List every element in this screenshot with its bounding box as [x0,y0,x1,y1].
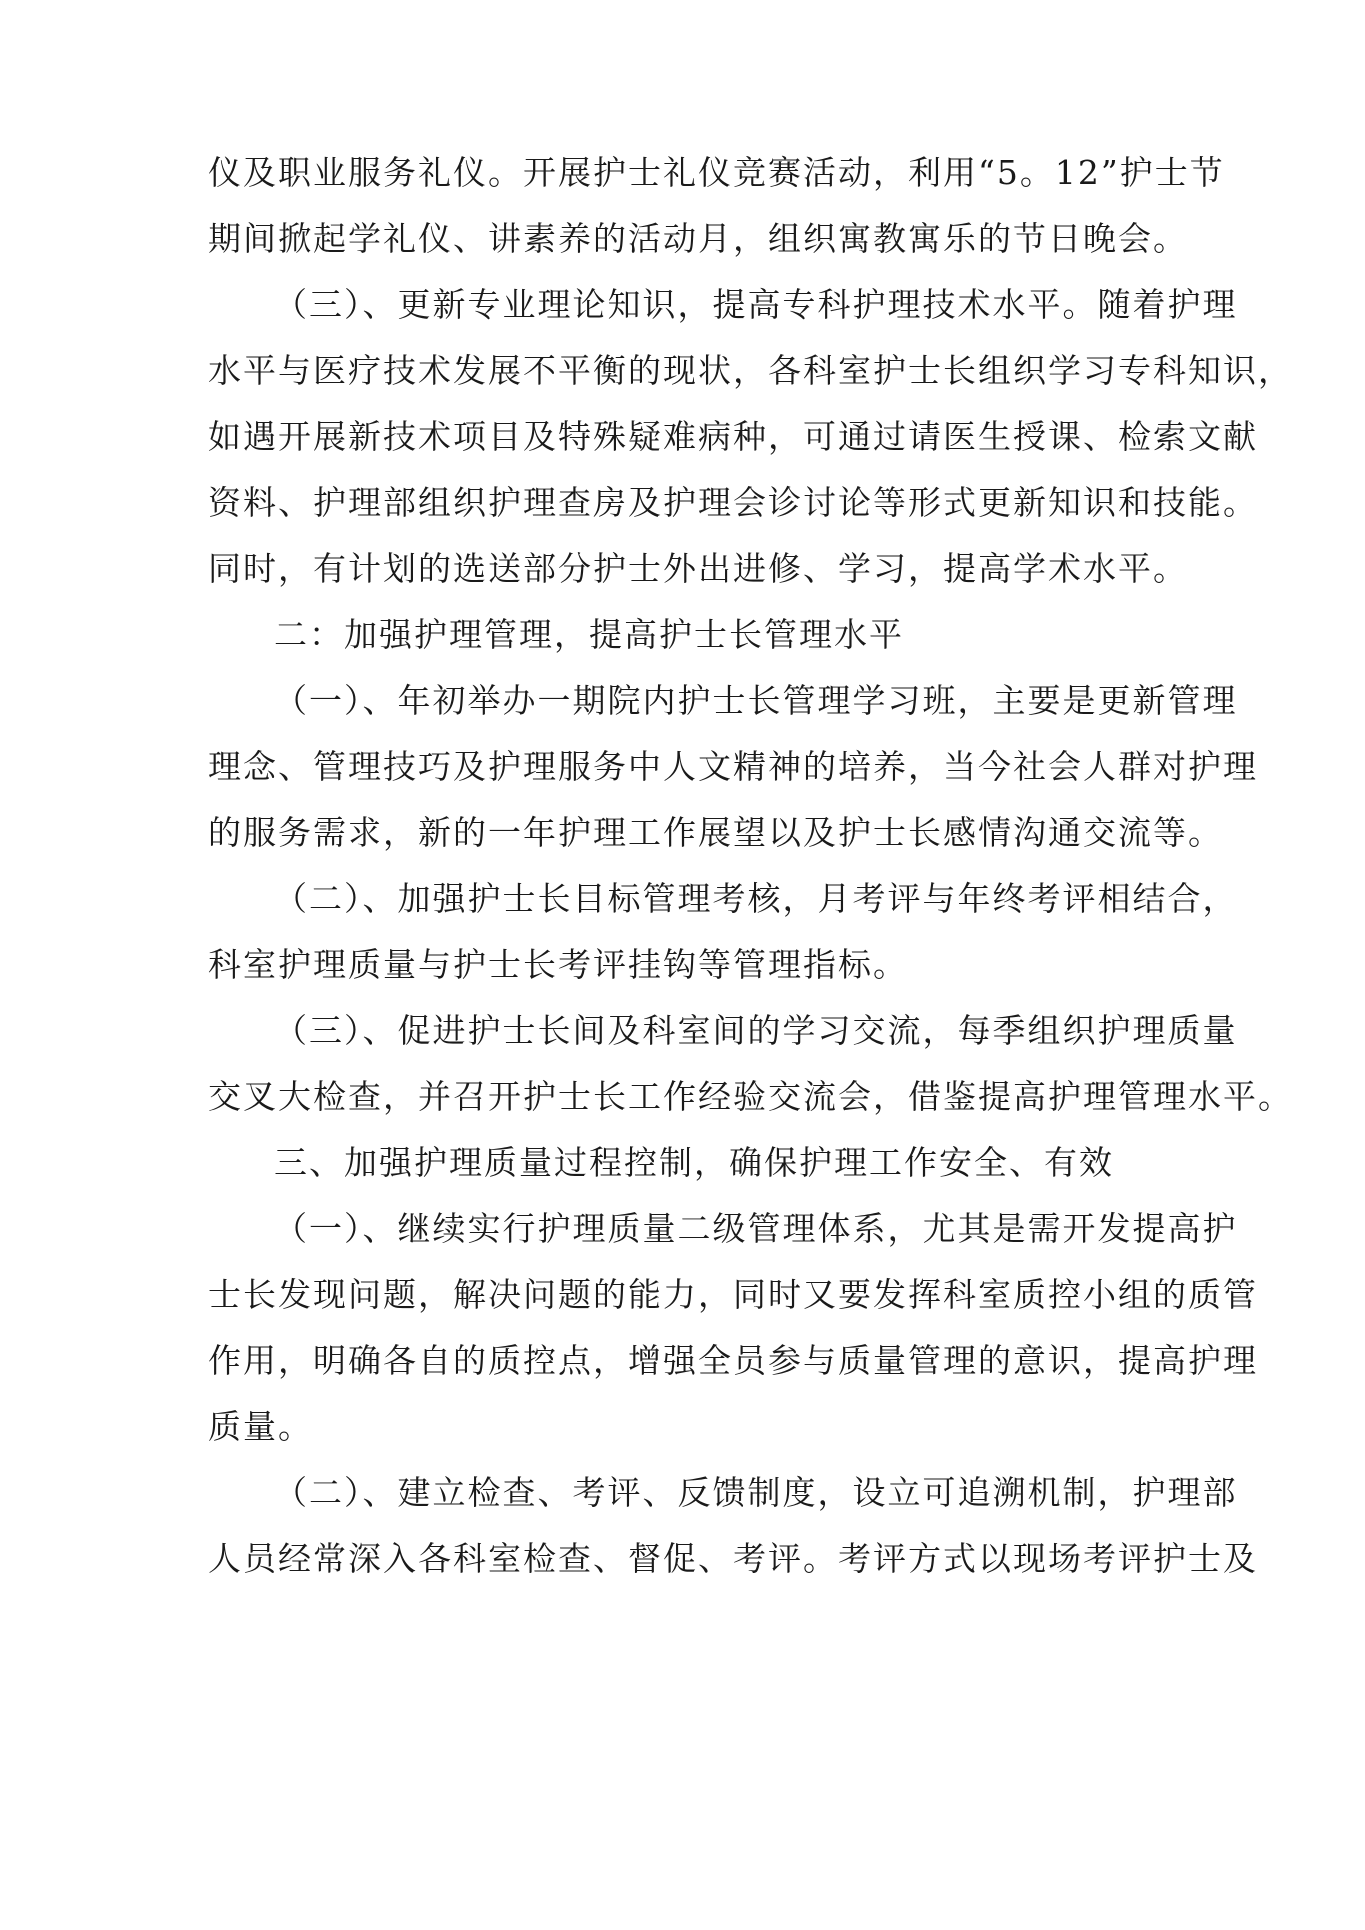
paragraph-line: （一）、继续实行护理质量二级管理体系，尤其是需开发提高护 [274,1209,1238,1248]
paragraph-line: 质量。 [208,1407,313,1446]
paragraph-line: 士长发现问题，解决问题的能力，同时又要发挥科室质控小组的质管 [208,1275,1258,1314]
paragraph-line: 同时，有计划的选送部分护士外出进修、学习，提高学术水平。 [208,549,1188,588]
paragraph-line: 理念、管理技巧及护理服务中人文精神的培养，当今社会人群对护理 [208,747,1258,786]
paragraph-line: （三）、促进护士长间及科室间的学习交流，每季组织护理质量 [274,1011,1238,1050]
document-body [208,140,1293,1592]
paragraph-line: 科室护理质量与护士长考评挂钩等管理指标。 [208,945,908,984]
paragraph-line: 如遇开展新技术项目及特殊疑难病种，可通过请医生授课、检索文献 [208,417,1258,456]
paragraph-line: （三）、更新专业理论知识，提高专科护理技术水平。随着护理 [274,285,1238,324]
paragraph-line: 资料、护理部组织护理查房及护理会诊讨论等形式更新知识和技能。 [208,483,1258,522]
paragraph-line: 仪及职业服务礼仪。开展护士礼仪竞赛活动，利用“5。12”护士节 [208,153,1225,192]
paragraph-line: （二）、加强护士长目标管理考核，月考评与年终考评相结合， [274,879,1238,918]
paragraph-line: 水平与医疗技术发展不平衡的现状，各科室护士长组织学习专科知识， [208,351,1293,390]
paragraph-line: 人员经常深入各科室检查、督促、考评。考评方式以现场考评护士及 [208,1539,1258,1578]
paragraph-line: 的服务需求，新的一年护理工作展望以及护士长感情沟通交流等。 [208,813,1223,852]
paragraph-line: 交叉大检查，并召开护士长工作经验交流会，借鉴提高护理管理水平。 [208,1077,1293,1116]
paragraph-line: （二）、建立检查、考评、反馈制度，设立可追溯机制，护理部 [274,1473,1238,1512]
section-heading: 二：加强护理管理，提高护士长管理水平 [274,615,904,654]
section-heading: 三、加强护理质量过程控制，确保护理工作安全、有效 [274,1143,1114,1182]
paragraph-line: 期间掀起学礼仪、讲素养的活动月，组织寓教寓乐的节日晚会。 [208,219,1188,258]
paragraph-line: 作用，明确各自的质控点，增强全员参与质量管理的意识，提高护理 [208,1341,1258,1380]
paragraph-line: （一）、年初举办一期院内护士长管理学习班，主要是更新管理 [274,681,1238,720]
